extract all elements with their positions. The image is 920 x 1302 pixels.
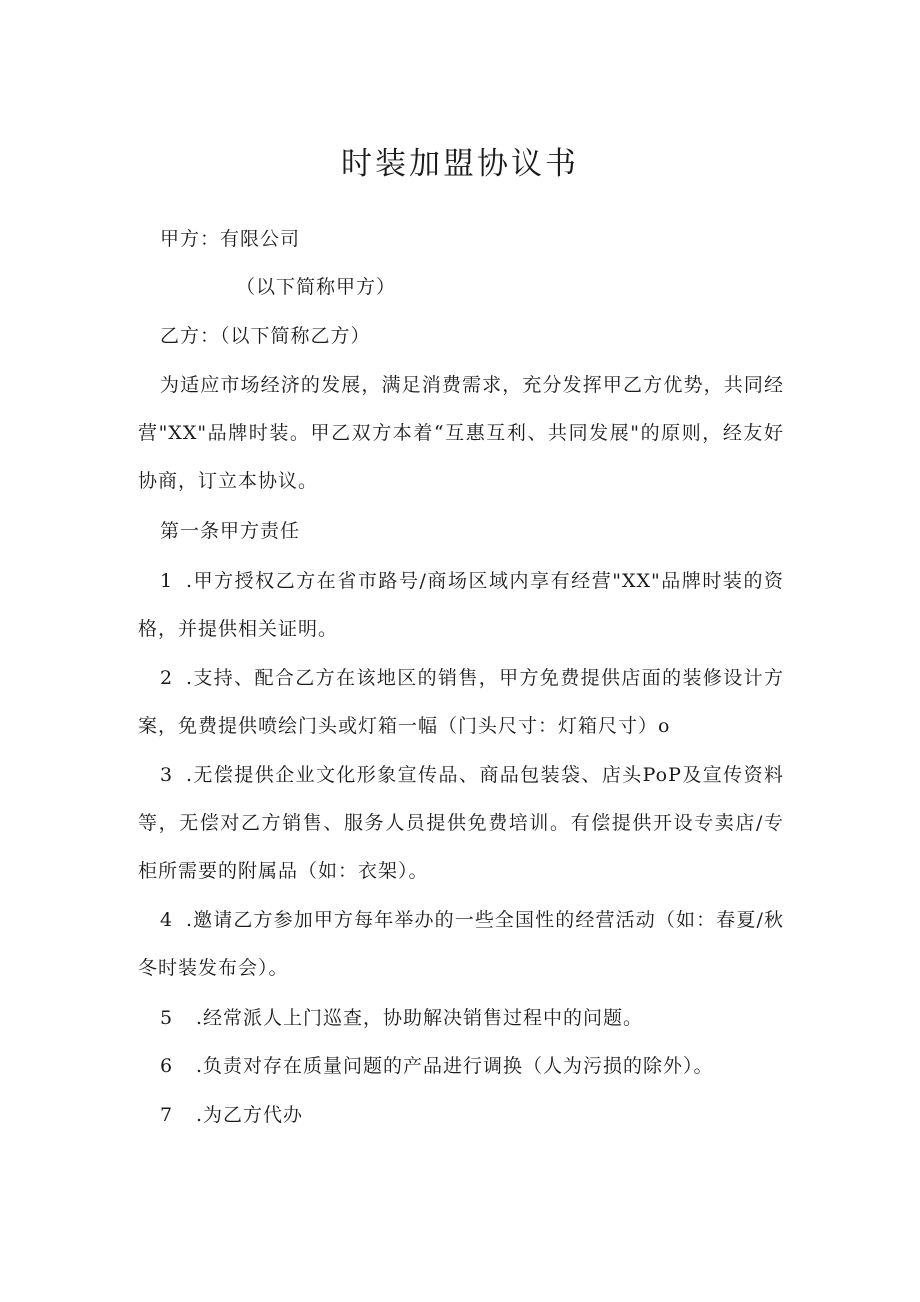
clause-item-4 xyxy=(138,896,784,992)
document-title: 时装加盟协议书 xyxy=(341,146,579,182)
clause-item-7 xyxy=(138,1091,784,1139)
clause-text: .支持、配合乙方在该地区的销售，甲方免费提供店面的装修设计方案，免费提供喷绘门头或灯箱一幅（门头尺寸：灯箱尺寸）o xyxy=(138,667,784,737)
clause-number: 2 xyxy=(160,667,174,689)
clause-item-5 xyxy=(138,994,784,1042)
clause-item-3 xyxy=(138,751,784,895)
clause-text: .甲方授权乙方在省市路号/商场区域内享有经营"XX"品牌时装的资格，并提供相关证明。 xyxy=(138,570,784,640)
clause-item-1 xyxy=(138,557,784,653)
preamble-paragraph: 为适应市场经济的发展，满足消费需求，充分发挥甲乙方优势，共同经营"XX"品牌时装。甲乙双方本着“互惠互利、共同发展"的原则，经友好协商，订立本协议。 xyxy=(138,374,784,492)
clause-number: 1 xyxy=(160,570,174,592)
clause-text: .负责对存在质量问题的产品进行调换（人为污损的除外）。 xyxy=(196,1055,714,1077)
clause-number: 3 xyxy=(160,764,174,786)
clause-number: 6 xyxy=(160,1055,174,1077)
party-b-line: 乙方：（以下简称乙方） xyxy=(160,325,371,347)
clause-text: .邀请乙方参加甲方每年举办的一些全国性的经营活动（如：春夏/秋冬时装发布会）。 xyxy=(138,909,784,979)
clause-text: .无偿提供企业文化形象宣传品、商品包装袋、店头PoP及宣传资料等，无偿对乙方销售、服务人员提供免费培训。有偿提供开设专卖店/专柜所需要的附属品（如：衣架）。 xyxy=(138,764,784,882)
clause-item-2 xyxy=(138,654,784,750)
clause-number: 7 xyxy=(160,1104,174,1126)
section-1-heading: 第一条甲方责任 xyxy=(160,520,301,542)
clause-item-6 xyxy=(138,1042,784,1090)
party-a-line: 甲方：有限公司 xyxy=(160,228,301,250)
clause-text: .为乙方代办 xyxy=(196,1104,304,1126)
party-a-alias-line: （以下简称甲方） xyxy=(236,276,397,298)
clause-number: 4 xyxy=(160,909,174,931)
clause-text: .经常派人上门巡查，协助解决销售过程中的问题。 xyxy=(196,1007,644,1029)
clause-number: 5 xyxy=(160,1007,174,1029)
